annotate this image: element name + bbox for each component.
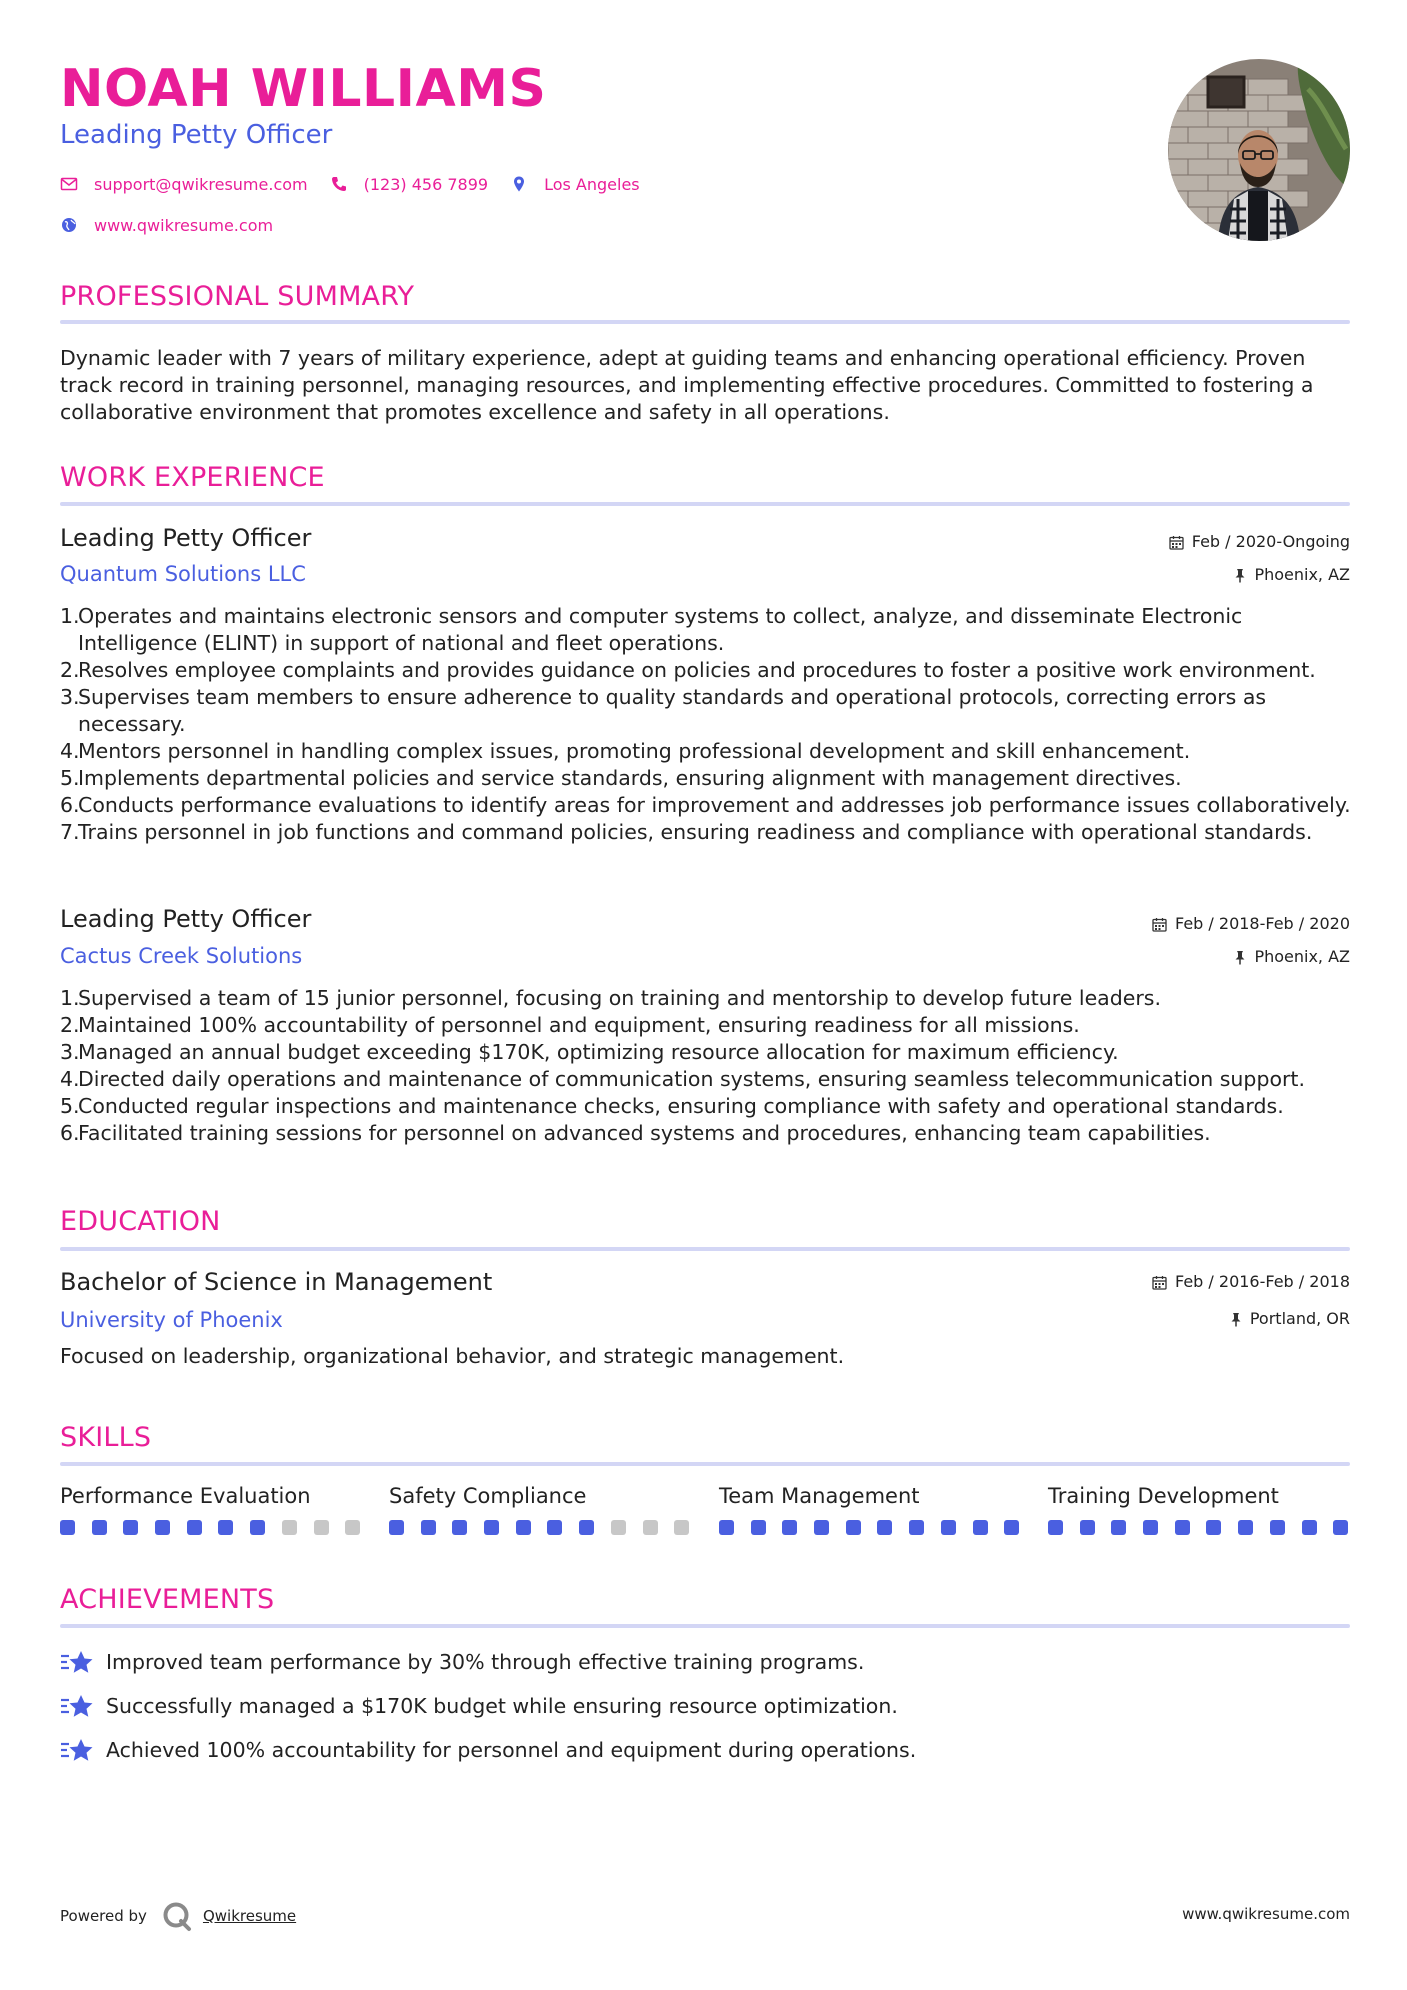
- skill-rating: [389, 1520, 689, 1535]
- skill-name: Safety Compliance: [389, 1484, 587, 1508]
- job-dates-text: Feb / 2018-Feb / 2020: [1175, 914, 1350, 933]
- skill-rating: [719, 1520, 1019, 1535]
- achievement-text: Successfully managed a $170K budget while ensuring resource optimization.: [106, 1694, 898, 1718]
- achievement-text: Improved team performance by 30% through effective training programs.: [106, 1650, 865, 1674]
- skill-dot-filled: [1238, 1520, 1253, 1535]
- envelope-icon: [60, 175, 78, 193]
- profile-photo-image: [1168, 59, 1350, 241]
- list-item: 3. Managed an annual budget exceeding $170K, optimizing resource allocation for maximum efficiency.: [60, 1040, 1119, 1064]
- education-location: [1230, 1308, 1350, 1330]
- skill-dot-empty: [282, 1520, 297, 1535]
- experience-heading: WORK EXPERIENCE: [60, 462, 325, 493]
- skill-dot-filled: [547, 1520, 562, 1535]
- job-dates: [1169, 531, 1350, 553]
- profile-photo: [1168, 59, 1350, 241]
- achievement-text: Achieved 100% accountability for personnel and equipment during operations.: [106, 1738, 917, 1762]
- skill-dot-empty: [611, 1520, 626, 1535]
- qwikresume-logo-icon: [161, 1900, 193, 1932]
- footer-powered-by: [60, 1898, 296, 1934]
- achievements-divider: [60, 1624, 1350, 1628]
- skill-dot-filled: [389, 1520, 404, 1535]
- skill-dot-filled: [941, 1520, 956, 1535]
- education-description: Focused on leadership, organizational behavior, and strategic management.: [60, 1344, 845, 1368]
- skill-dot-filled: [1270, 1520, 1285, 1535]
- list-item: 5. Implements departmental policies and service standards, ensuring alignment with management directives.: [60, 766, 1182, 790]
- skill-rating: [1048, 1520, 1348, 1535]
- skill-dot-filled: [909, 1520, 924, 1535]
- skill-dot-filled: [973, 1520, 988, 1535]
- job-responsibilities-list: [60, 985, 1355, 1147]
- star-icon: [60, 1692, 94, 1720]
- phone-icon: [330, 175, 348, 193]
- website-row: [60, 213, 295, 237]
- skill-dot-filled: [92, 1520, 107, 1535]
- job-title: Leading Petty Officer: [60, 905, 312, 933]
- pushpin-icon: [1234, 950, 1246, 965]
- skill-dot-filled: [155, 1520, 170, 1535]
- skill-item: [60, 1482, 360, 1510]
- pushpin-icon: [1230, 1312, 1242, 1327]
- map-marker-icon: [510, 175, 528, 193]
- skill-dot-filled: [782, 1520, 797, 1535]
- skill-dot-filled: [250, 1520, 265, 1535]
- skill-dot-filled: [719, 1520, 734, 1535]
- skill-dot-filled: [421, 1520, 436, 1535]
- job-title: Leading Petty Officer: [60, 524, 312, 552]
- star-icon: [60, 1648, 94, 1676]
- footer-website-link[interactable]: www.qwikresume.com: [1182, 1905, 1350, 1923]
- skill-item: [389, 1482, 689, 1510]
- list-item: 2. Resolves employee complaints and provides guidance on policies and procedures to foster a positive work environment.: [60, 658, 1316, 682]
- skill-dot-filled: [218, 1520, 233, 1535]
- skill-dot-filled: [1111, 1520, 1126, 1535]
- skills-heading: SKILLS: [60, 1422, 152, 1453]
- list-item: 4. Mentors personnel in handling complex issues, promoting professional development and skill enhancement.: [60, 739, 1191, 763]
- job-dates-text: Feb / 2020-Ongoing: [1191, 532, 1350, 551]
- skill-name: Team Management: [719, 1484, 920, 1508]
- summary-heading: PROFESSIONAL SUMMARY: [60, 281, 415, 312]
- achievement-item: [60, 1734, 916, 1766]
- list-item: 1. Operates and maintains electronic sensors and computer systems to collect, analyze, and disseminate Electronic Intelligence (ELINT) in support of national and fleet operations.: [60, 604, 1243, 655]
- skill-dot-filled: [123, 1520, 138, 1535]
- website-link[interactable]: www.qwikresume.com: [94, 215, 274, 235]
- job-location: [1234, 946, 1350, 968]
- list-item: 5. Conducted regular inspections and maintenance checks, ensuring compliance with safety and operational standards.: [60, 1094, 1284, 1118]
- skill-dot-filled: [814, 1520, 829, 1535]
- qwikresume-brand-link[interactable]: Qwikresume: [202, 1907, 297, 1925]
- skill-dot-filled: [516, 1520, 531, 1535]
- candidate-name: NOAH WILLIAMS: [60, 59, 547, 119]
- experience-divider: [60, 502, 1350, 506]
- job-location: [1234, 564, 1350, 586]
- job-location-text: Phoenix, AZ: [1254, 947, 1350, 966]
- skills-divider: [60, 1462, 1350, 1466]
- skill-dot-filled: [846, 1520, 861, 1535]
- skill-dot-filled: [187, 1520, 202, 1535]
- education-dates-text: Feb / 2016-Feb / 2018: [1175, 1272, 1350, 1291]
- calendar-icon: [1169, 535, 1184, 550]
- achievement-item: [60, 1646, 864, 1678]
- education-heading: EDUCATION: [60, 1206, 221, 1237]
- skill-dot-empty: [643, 1520, 658, 1535]
- location-text: Los Angeles: [544, 174, 640, 194]
- skill-dot-filled: [452, 1520, 467, 1535]
- skill-dot-empty: [674, 1520, 689, 1535]
- skill-dot-filled: [1206, 1520, 1221, 1535]
- company-name: Quantum Solutions LLC: [60, 562, 306, 586]
- calendar-icon: [1152, 917, 1167, 932]
- education-divider: [60, 1247, 1350, 1251]
- skill-dot-filled: [1080, 1520, 1095, 1535]
- job-responsibilities-list: [60, 603, 1355, 846]
- list-item: 1. Supervised a team of 15 junior personnel, focusing on training and mentorship to develop future leaders.: [60, 986, 1161, 1010]
- degree-title: Bachelor of Science in Management: [60, 1268, 493, 1296]
- education-dates: [1152, 1271, 1350, 1293]
- list-item: 6. Conducts performance evaluations to identify areas for improvement and addresses job performance issues collaboratively.: [60, 793, 1351, 817]
- skill-dot-empty: [314, 1520, 329, 1535]
- email-link[interactable]: support@qwikresume.com: [94, 174, 308, 194]
- globe-icon: [60, 216, 78, 234]
- list-item: 6. Facilitated training sessions for personnel on advanced systems and procedures, enhancing team capabilities.: [60, 1121, 1211, 1145]
- education-location-text: Portland, OR: [1249, 1309, 1350, 1328]
- job-location-text: Phoenix, AZ: [1254, 565, 1350, 584]
- powered-by-label: Powered by: [60, 1907, 147, 1925]
- skill-dot-filled: [1048, 1520, 1063, 1535]
- skill-name: Training Development: [1048, 1484, 1279, 1508]
- school-name: University of Phoenix: [60, 1308, 283, 1332]
- skill-item: [1048, 1482, 1348, 1510]
- job-dates: [1152, 913, 1350, 935]
- skill-dot-filled: [484, 1520, 499, 1535]
- skill-dot-filled: [579, 1520, 594, 1535]
- skill-rating: [60, 1520, 360, 1535]
- company-name: Cactus Creek Solutions: [60, 944, 303, 968]
- skill-dot-filled: [1004, 1520, 1019, 1535]
- pushpin-icon: [1234, 568, 1246, 583]
- skill-dot-filled: [1143, 1520, 1158, 1535]
- calendar-icon: [1152, 1275, 1167, 1290]
- skill-dot-filled: [1175, 1520, 1190, 1535]
- summary-text: Dynamic leader with 7 years of military experience, adept at guiding teams and enhancing operational efficiency. Proven track record in training personnel, managing resources, and implementing effective procedures. Committed to fostering a collaborative environment that promotes excellence and safety in all operations.: [60, 346, 1314, 424]
- skill-item: [719, 1482, 1019, 1510]
- skill-dot-filled: [1333, 1520, 1348, 1535]
- contact-row: [60, 172, 662, 196]
- skill-dot-empty: [345, 1520, 360, 1535]
- phone-number[interactable]: (123) 456 7899: [363, 174, 489, 194]
- achievement-item: [60, 1690, 898, 1722]
- star-icon: [60, 1736, 94, 1764]
- skill-dot-filled: [60, 1520, 75, 1535]
- skill-dot-filled: [1302, 1520, 1317, 1535]
- skill-name: Performance Evaluation: [60, 1484, 311, 1508]
- list-item: 4. Directed daily operations and maintenance of communication systems, ensuring seamless telecommunication support.: [60, 1067, 1305, 1091]
- list-item: 2. Maintained 100% accountability of personnel and equipment, ensuring readiness for all missions.: [60, 1013, 1080, 1037]
- achievements-heading: ACHIEVEMENTS: [60, 1584, 275, 1615]
- list-item: 3. Supervises team members to ensure adherence to quality standards and operational protocols, correcting errors as necessary.: [60, 685, 1267, 736]
- list-item: 7. Trains personnel in job functions and command policies, ensuring readiness and compliance with operational standards.: [60, 820, 1313, 844]
- skill-dot-filled: [877, 1520, 892, 1535]
- skill-dot-filled: [751, 1520, 766, 1535]
- summary-divider: [60, 320, 1350, 324]
- candidate-title: Leading Petty Officer: [60, 120, 333, 150]
